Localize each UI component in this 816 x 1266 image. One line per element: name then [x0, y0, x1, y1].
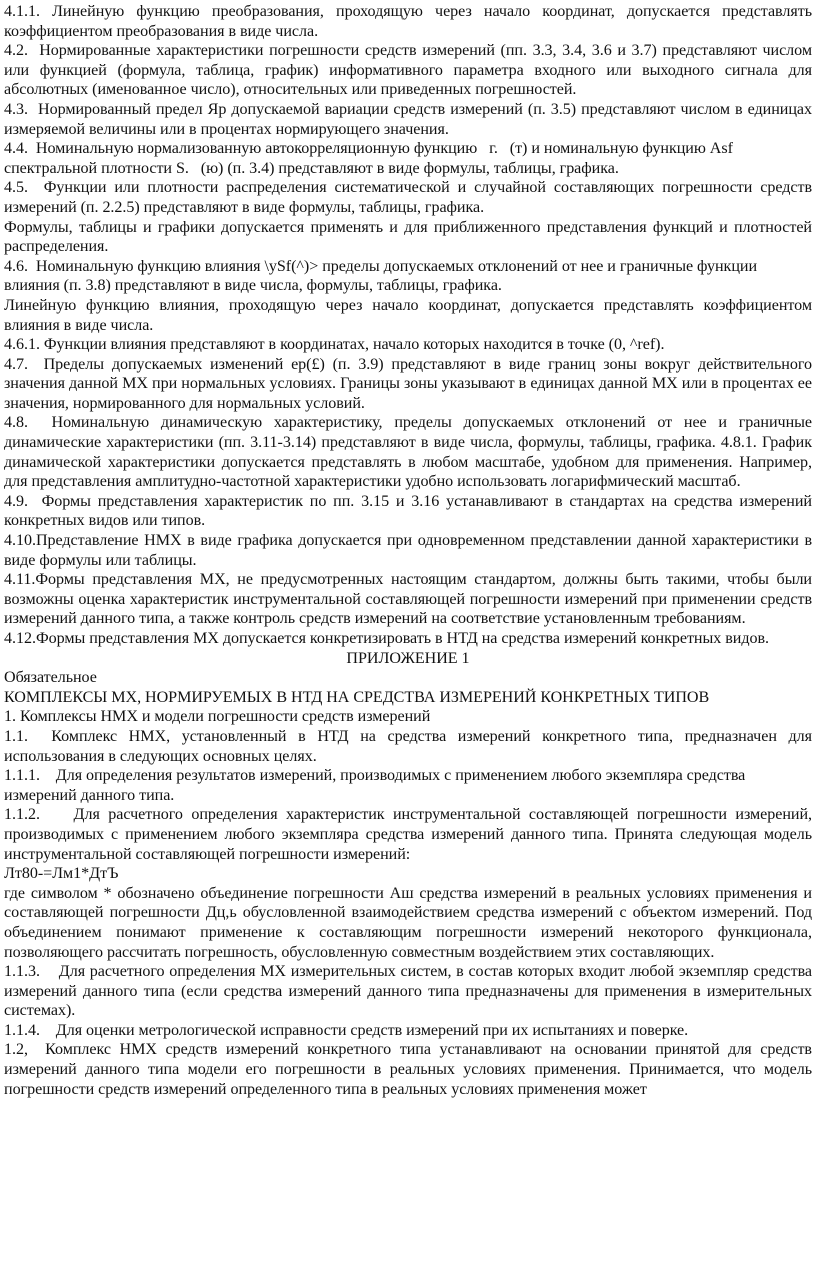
paragraph-4-6-linear: Линейную функцию влияния, проходящую через начало координат, допускается представлять коэффициентом влияния в виде числа. — [4, 296, 812, 334]
paragraph-4-10: 4.10.Представление НМХ в виде графика допускается при одновременном представлении данной характеристики в виде формулы или таблицы. — [4, 532, 812, 569]
document-page — [4, 2, 812, 1099]
paragraph-4-1-1: 4.1.1. Линейную функцию преобразования, проходящую через начало координат, допускается представлять коэффициентом преобразования в виде числа. — [4, 3, 812, 40]
paragraph-4-7: 4.7. Пределы допускаемых изменений ер(£) (п. 3.9) представляют в виде границ зоны вокруг действительного значения данной МХ при нормальных условиях. Границы зоны указывают в единицах данной МХ или в процентах ее значения, нормированного для нормальных условий. — [4, 355, 812, 412]
paragraph-4-6-continued: влияния (п. 3.8) представляют в виде числа, формулы, таблицы, графика. — [4, 277, 502, 295]
paragraph-4-6: 4.6. Номинальную функцию влияния \ySf(^)> пределы допускаемых отклонений от нее и граничные функции — [4, 257, 758, 275]
appendix-paragraph-1-2: 1.2, Комплекс НМХ средств измерений конкретного типа устанавливают на основании принятой для средств измерений данного типа модели его погрешности в реальных условиях применения. Принимается, что модель погрешности средств измерений определенного типа в реальных условиях применения может — [4, 1041, 812, 1098]
paragraph-4-3: 4.3. Нормированный предел Яр допускаемой вариации средств измерений (п. 3.5) представляют числом в единицах измеряемой величины или в процентах нормирующего значения. — [4, 100, 812, 138]
paragraph-4-2: 4.2. Нормированные характеристики погрешности средств измерений (пп. 3.3, 3.4, 3.6 и 3.7) представляют числом или функцией (формула, таблица, график) информативного параметра входного или выходного сигнала для абсолютных (именованное число), относительных или приведенных погрешностей. — [4, 42, 812, 99]
appendix-paragraph-1-1: 1.1. Комплекс НМХ, установленный в НТД на средства измерений конкретного типа, предназначен для использования в следующих основных целях. — [4, 727, 812, 765]
paragraph-4-4-continued: спектральной плотности S. (ю) (п. 3.4) представляют в виде формулы, таблицы, графика. — [4, 159, 619, 177]
appendix-formula-explanation: где символом * обозначено объединение погрешности Аш средства измерений в реальных условиях применения и составляющей погрешности Дц,ь обусловленной взаимодействием средства измерений с объектом измерений. Под объединением понимают применение к составляющим погрешности измерений некоторого функционала, позволяющего рассчитать погрешность, обусловленную совместным воздействием этих составляющих. — [4, 884, 812, 961]
paragraph-4-4: 4.4. Номинальную нормализованную автокорреляционную функцию г. (т) и номинальную функцию Asf — [4, 140, 733, 158]
paragraph-4-8: 4.8. Номинальную динамическую характеристику, пределы допускаемых отклонений от нее и граничные динамические характеристики (пп. 3.11-3.14) представляют в виде числа, формулы, таблицы, графика. 4.8.1. График динамической характеристики допускается представлять в любом масштабе, удобном для применения. Например, для представления амплитудно-частотной характеристики удобно использовать логарифмический масштаб. — [4, 414, 812, 491]
paragraph-4-6-1: 4.6.1. Функции влияния представляют в координатах, начало которых находится в точке (0, ^ref). — [4, 336, 665, 354]
paragraph-4-5-note: Формулы, таблицы и графики допускается применять и для приближенного представления функций и плотностей распределения. — [4, 218, 812, 256]
appendix-paragraph-1-1-1: 1.1.1. Для определения результатов измерений, производимых с применением любого экземпляра средства — [4, 767, 746, 785]
appendix-paragraph-1-1-2: 1.1.2. Для расчетного определения характеристик инструментальной составляющей погрешности измерений, производимых с применением любого экземпляра средства измерений данного типа. Принята следующая модель инструментальной составляющей погрешности измерений: — [4, 806, 812, 863]
paragraph-4-11: 4.11.Формы представления МХ, не предусмотренных настоящим стандартом, должны быть такими, чтобы были возможны оценка характеристик инструментальной составляющей погрешности измерений при применении средств измерений данного типа, а также контроль средств измерений на соответствие установленным требованиям. — [4, 571, 812, 628]
paragraph-4-5: 4.5. Функции или плотности распределения систематической и случайной составляющих погрешности средств измерений (п. 2.2.5) представляют в виде формулы, таблицы, графика. — [4, 179, 812, 216]
appendix-formula: Лт80-=Лм1*ДтЪ — [4, 865, 119, 883]
appendix-status: Обязательное — [4, 669, 97, 687]
paragraph-4-9: 4.9. Формы представления характеристик по пп. 3.15 и 3.16 устанавливают в стандартах на средства измерений конкретных видов или типов. — [4, 492, 812, 530]
appendix-title: КОМПЛЕКСЫ МХ, НОРМИРУЕМЫХ В НТД НА СРЕДСТВА ИЗМЕРЕНИЙ КОНКРЕТНЫХ ТИПОВ — [4, 688, 710, 706]
appendix-section-1: 1. Комплексы НМХ и модели погрешности средств измерений — [4, 708, 431, 726]
appendix-paragraph-1-1-4: 1.1.4. Для оценки метрологической исправности средств измерений при их испытаниях и поверке. — [4, 1021, 689, 1039]
appendix-paragraph-1-1-1-continued: измерений данного типа. — [4, 786, 175, 804]
paragraph-4-12: 4.12.Формы представления МХ допускается конкретизировать в НТД на средства измерений конкретных видов. — [4, 630, 769, 647]
appendix-heading: ПРИЛОЖЕНИЕ 1 — [346, 649, 470, 667]
appendix-paragraph-1-1-3: 1.1.3. Для расчетного определения МХ измерительных систем, в состав которых входит любой экземпляр средства измерений данного типа (если средства измерений данного типа предназначены для применения в измерительных системах). — [4, 963, 812, 1020]
